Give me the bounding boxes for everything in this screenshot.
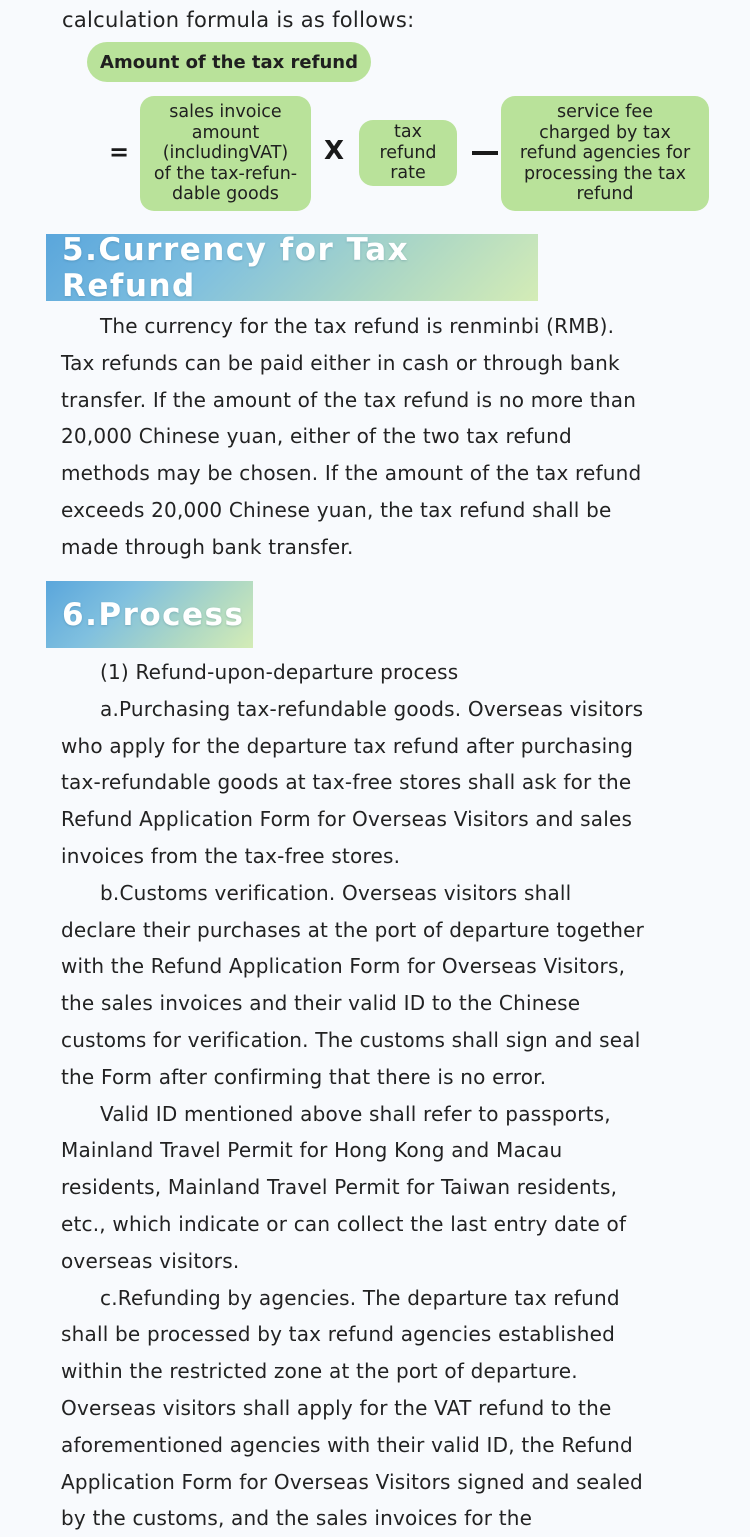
text-line: methods may be chosen. If the amount of the tax refund bbox=[61, 461, 642, 486]
text-line: transfer. If the amount of the tax refund is no more than bbox=[61, 387, 637, 412]
text-line: invoices from the tax-free stores. bbox=[61, 843, 401, 868]
tax-refund-rate-box: tax refund rate bbox=[359, 120, 457, 186]
text-line: Overseas visitors shall apply for the VAT refund to the bbox=[61, 1395, 612, 1420]
section-heading-process-label: 6.Process bbox=[62, 596, 245, 633]
text-line: declare their purchases at the port of departure together bbox=[61, 917, 645, 942]
currency-paragraph bbox=[61, 308, 691, 566]
multiply-sign: X bbox=[324, 136, 345, 166]
text-line: with the Refund Application Form for Overseas Visitors, bbox=[61, 954, 626, 979]
text-line: c.Refunding by agencies. The departure tax refund bbox=[100, 1285, 620, 1310]
service-fee-box: service fee charged by tax refund agencies for processing the tax refund bbox=[501, 96, 709, 211]
process-paragraph bbox=[61, 654, 691, 1537]
text-line: Refund Application Form for Overseas Visitors and sales bbox=[61, 807, 633, 832]
section-heading-currency-label: 5.Currency for Tax Refund bbox=[62, 231, 410, 304]
text-line: aforementioned agencies with their valid ID, the Refund bbox=[61, 1432, 633, 1457]
formula-title-pill: Amount of the tax refund bbox=[87, 42, 371, 82]
text-line: etc., which indicate or can collect the last entry date of bbox=[61, 1211, 627, 1236]
text-line: (1) Refund-upon-departure process bbox=[100, 660, 459, 684]
text-line: 20,000 Chinese yuan, either of the two tax refund bbox=[61, 424, 572, 449]
text-line: shall be processed by tax refund agencies established bbox=[61, 1322, 615, 1347]
text-line: Mainland Travel Permit for Hong Kong and Macau bbox=[61, 1138, 563, 1163]
text-line: a.Purchasing tax-refundable goods. Overseas visitors bbox=[100, 696, 644, 721]
text-line: The currency for the tax refund is renminbi (RMB). bbox=[100, 314, 615, 338]
intro-text: calculation formula is as follows: bbox=[62, 8, 415, 32]
sales-invoice-amount-box: sales invoice amount (includingVAT) of the tax-refun- dable goods bbox=[140, 96, 311, 211]
text-line: b.Customs verification. Overseas visitors shall bbox=[100, 880, 572, 905]
section-heading-process bbox=[46, 581, 253, 648]
minus-sign bbox=[472, 151, 498, 155]
text-line: exceeds 20,000 Chinese yuan, the tax refund shall be bbox=[61, 497, 612, 522]
text-line: Tax refunds can be paid either in cash or through bank bbox=[61, 350, 620, 375]
text-line: by the customs, and the sales invoices for the bbox=[61, 1506, 533, 1531]
text-line: Valid ID mentioned above shall refer to passports, bbox=[100, 1101, 611, 1126]
text-line: residents, Mainland Travel Permit for Taiwan residents, bbox=[61, 1175, 618, 1200]
text-line: within the restricted zone at the port of departure. bbox=[61, 1359, 578, 1384]
text-line: customs for verification. The customs shall sign and seal bbox=[61, 1027, 641, 1052]
text-line: tax-refundable goods at tax-free stores shall ask for the bbox=[61, 770, 632, 795]
text-line: the sales invoices and their valid ID to the Chinese bbox=[61, 991, 581, 1016]
section-heading-currency bbox=[46, 231, 538, 304]
text-line: overseas visitors. bbox=[61, 1248, 240, 1273]
text-line: made through bank transfer. bbox=[61, 534, 354, 559]
text-line: Application Form for Overseas Visitors signed and sealed bbox=[61, 1469, 643, 1494]
text-line: the Form after confirming that there is no error. bbox=[61, 1064, 547, 1089]
text-line: who apply for the departure tax refund after purchasing bbox=[61, 733, 634, 758]
equals-sign: = bbox=[109, 138, 130, 166]
